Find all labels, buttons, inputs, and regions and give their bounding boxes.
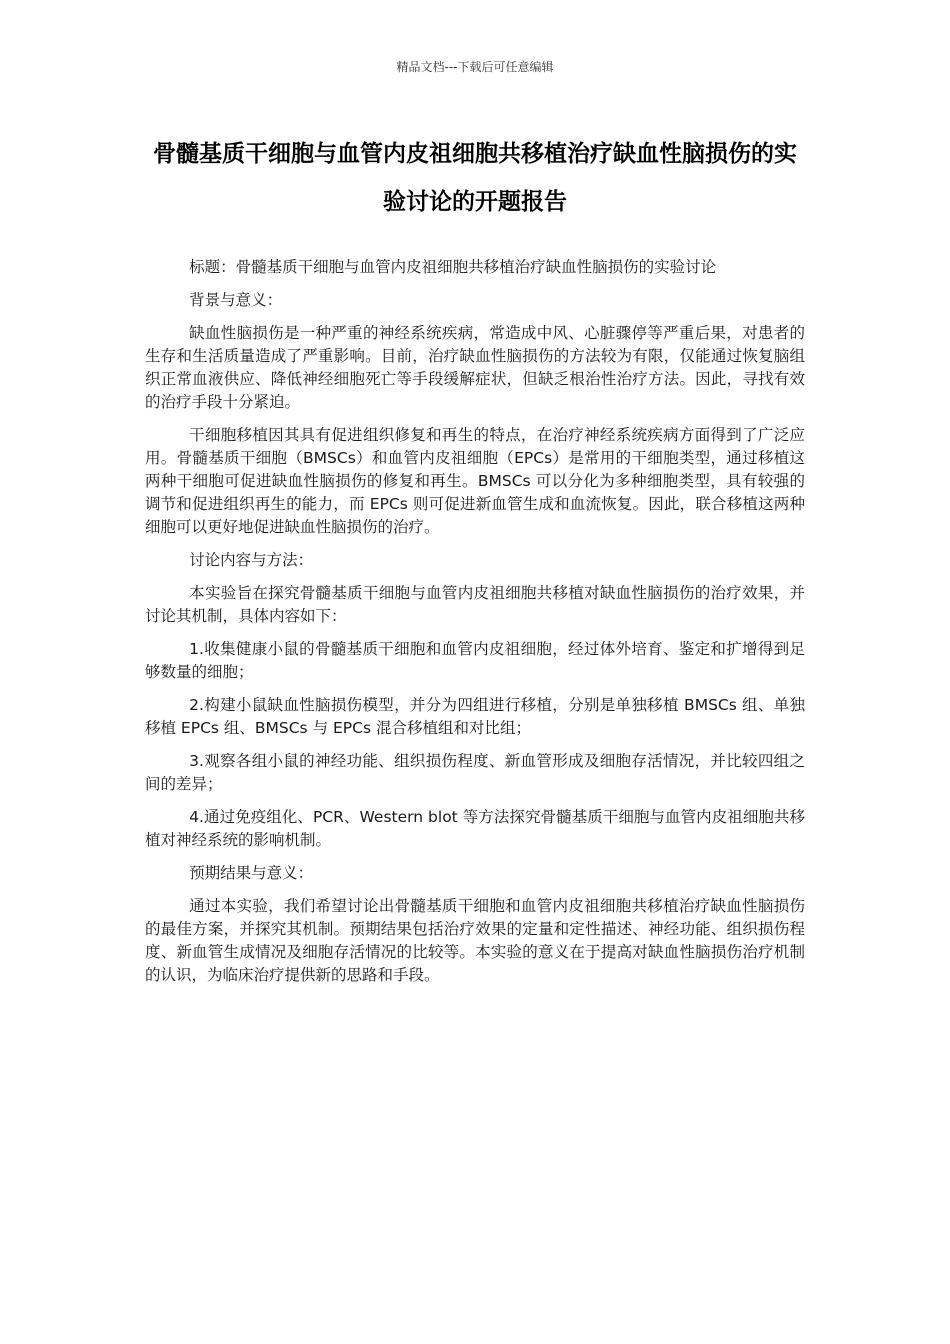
paragraph: 本实验旨在探究骨髓基质干细胞与血管内皮祖细胞共移植对缺血性脑损伤的治疗效果，并讨论其机制，具体内容如下： [145, 584, 805, 625]
list-item: 3.观察各组小鼠的神经功能、组织损伤程度、新血管形成及细胞存活情况，并比较四组之间的差异； [145, 752, 805, 793]
paragraph-title-line: 标题：骨髓基质干细胞与血管内皮祖细胞共移植治疗缺血性脑损伤的实验讨论 [189, 258, 717, 276]
list-item: 2.构建小鼠缺血性脑损伤模型，并分为四组进行移植，分别是单独移植 BMSCs 组、单独移植 EPCs 组、BMSCs 与 EPCs 混合移植组和对比组； [145, 696, 805, 737]
section-heading-background: 背景与意义： [189, 291, 283, 309]
list-item: 4.通过免疫组化、PCR、Western blot 等方法探究骨髓基质干细胞与血管内皮祖细胞共移植对神经系统的影响机制。 [145, 808, 805, 849]
paragraph: 缺血性脑损伤是一种严重的神经系统疾病，常造成中风、心脏骤停等严重后果，对患者的生存和生活质量造成了严重影响。目前，治疗缺血性脑损伤的方法较为有限，仅能通过恢复脑组织正常血液供应、降低神经细胞死亡等手段缓解症状，但缺乏根治性治疗方法。因此，寻找有效的治疗手段十分紧迫。 [145, 324, 805, 411]
document-title: 骨髓基质干细胞与血管内皮祖细胞共移植治疗缺血性脑损伤的实验讨论的开题报告 [153, 141, 797, 215]
list-item: 1.收集健康小鼠的骨髓基质干细胞和血管内皮祖细胞，经过体外培育、鉴定和扩增得到足够数量的细胞； [145, 640, 805, 681]
section-heading-results: 预期结果与意义： [189, 864, 314, 882]
paragraph: 通过本实验，我们希望讨论出骨髓基质干细胞和血管内皮祖细胞共移植治疗缺血性脑损伤的最佳方案，并探究其机制。预期结果包括治疗效果的定量和定性描述、神经功能、组织损伤程度、新血管生成情况及细胞存活情况的比较等。本实验的意义在于提高对缺血性脑损伤治疗机制的认识，为临床治疗提供新的思路和手段。 [145, 897, 805, 984]
paragraph: 干细胞移植因其具有促进组织修复和再生的特点，在治疗神经系统疾病方面得到了广泛应用。骨髓基质干细胞（BMSCs）和血管内皮祖细胞（EPCs）是常用的干细胞类型，通过移植这两种干细胞可促进缺血性脑损伤的修复和再生。BMSCs 可以分化为多种细胞类型，具有较强的调节和促进组织再生的能力，而 EPCs 则可促进新血管生成和血流恢复。因此，联合移植这两种细胞可以更好地促进缺血性脑损伤的治疗。 [145, 426, 805, 536]
page-header: 精品文档---下载后可任意编辑 [396, 60, 554, 74]
document-body [145, 256, 805, 997]
section-heading-methods: 讨论内容与方法： [189, 551, 314, 569]
